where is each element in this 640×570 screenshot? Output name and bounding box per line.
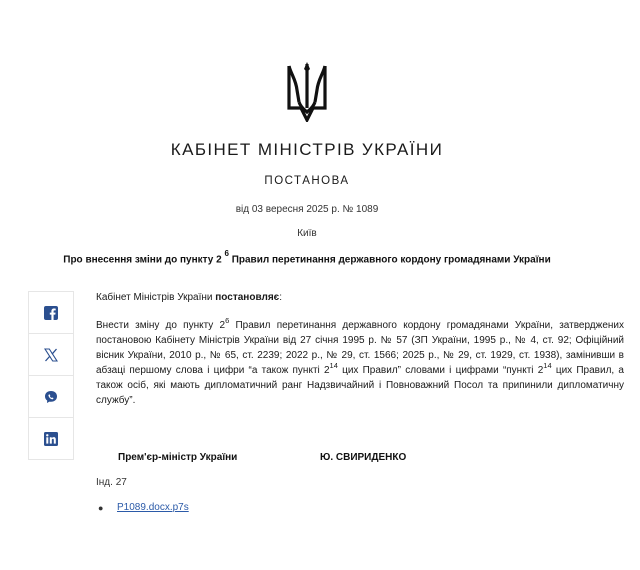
- subject-text: Про внесення зміни до пункту 2: [63, 254, 222, 266]
- attachments-list: [96, 502, 189, 513]
- viber-icon: [44, 390, 58, 404]
- document-type: ПОСТАНОВА: [264, 175, 350, 187]
- linkedin-icon: [44, 432, 58, 446]
- document-city: Київ: [297, 228, 317, 239]
- x-icon: [44, 348, 58, 362]
- paragraph-part-3: цих Правил” словами і цифрами “пункті 2: [337, 365, 544, 376]
- document-index: Інд. 27: [96, 477, 127, 488]
- signatory-position: Прем'єр-міністр України: [118, 452, 238, 463]
- facebook-icon: [44, 306, 58, 320]
- document-body: [96, 290, 624, 408]
- document-subject: [0, 251, 614, 265]
- signatory-name: Ю. СВИРИДЕНКО: [320, 452, 407, 463]
- intro-text: Кабінет Міністрів України: [96, 292, 216, 303]
- paragraph-sup-3: 14: [543, 360, 552, 370]
- paragraph-sup-2: 14: [329, 360, 338, 370]
- share-viber-button[interactable]: [29, 376, 73, 418]
- paragraph-part-1: Внести зміну до пункту 2: [96, 320, 226, 331]
- attachment-link[interactable]: P1089.docx.p7s: [117, 502, 189, 513]
- organization-title: КАБІНЕТ МІНІСТРІВ УКРАЇНИ: [170, 140, 444, 159]
- attachment-item: [96, 502, 189, 513]
- resolution-paragraph: [96, 315, 625, 408]
- document-date: від 03 вересня 2025 р. № 1089: [235, 204, 379, 215]
- share-linkedin-button[interactable]: [29, 418, 73, 459]
- intro-keyword: постановляє: [215, 292, 280, 303]
- subject-text-rest: Правил перетинання державного кордону громадянами України: [228, 254, 551, 266]
- bullet-icon: ●: [98, 502, 104, 513]
- subject-superscript: 6: [224, 249, 229, 258]
- resolution-intro: [96, 290, 624, 305]
- share-x-button[interactable]: [29, 334, 73, 376]
- paragraph-part-2: Правил перетинання державного кордону громадянами України, затверджених постановою Кабінету Міністрів України від 27 січня 1995 р. № 57 (ЗП України, 1995 р., № 4, ст. 92; Офіційний вісник України, 2010 р., № 65, ст. 2239; 2022 р., № 29, ст. 1566; 2025 р., № 29, ст. 1929, ст. 1938), замінивши в абзаці першому слова і цифри “а також пункті 2: [96, 320, 625, 376]
- share-panel: [28, 291, 74, 460]
- paragraph-sup-1: 6: [225, 315, 230, 325]
- paragraph-part-4: цих Правил, а також осіб, які мають дипломатичний ранг Надзвичайний і Повноважний Посол та припинили дипломатичну службу”.: [96, 365, 624, 406]
- share-facebook-button[interactable]: [29, 292, 73, 334]
- trident-emblem-icon: [287, 62, 327, 122]
- intro-tail: :: [279, 292, 282, 303]
